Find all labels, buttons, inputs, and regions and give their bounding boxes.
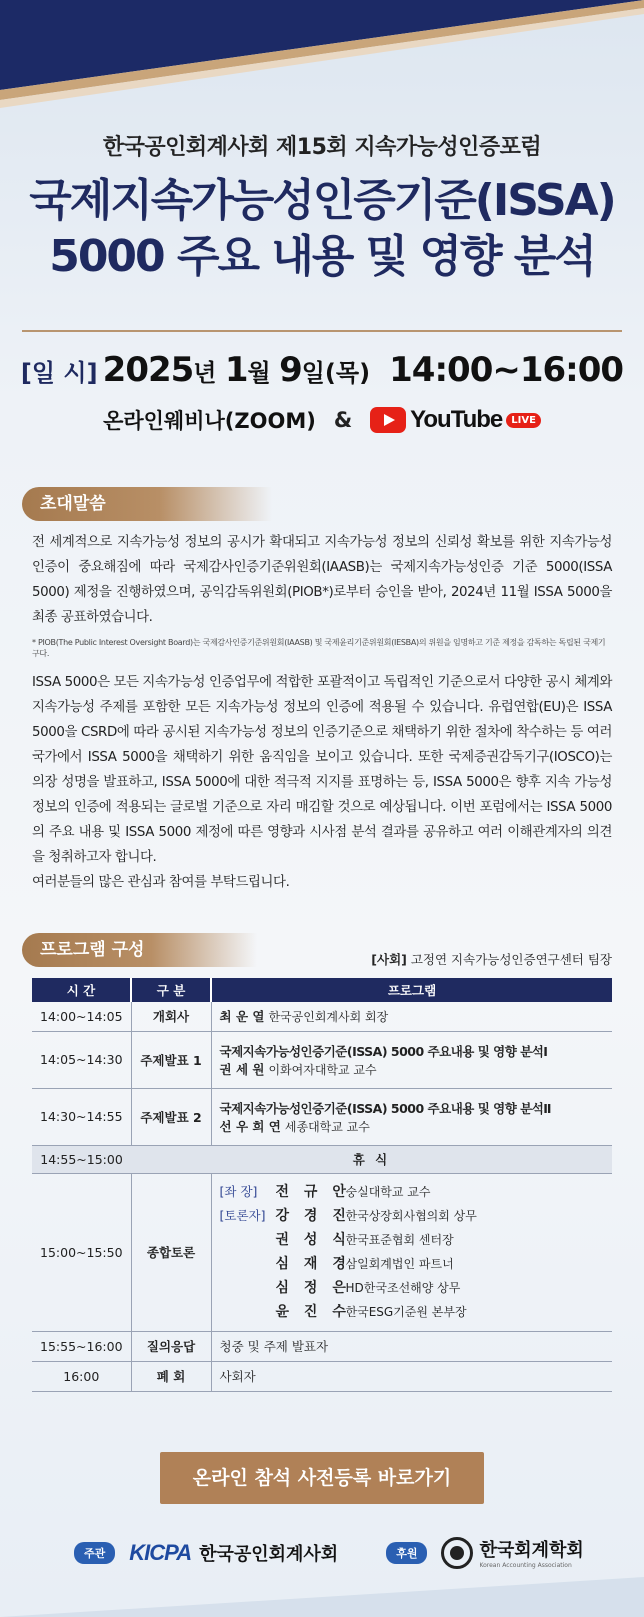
day-unit: 일 — [301, 359, 325, 387]
schedule-month: 1 — [224, 350, 248, 390]
speaker-affiliation: 한국공인회계사회 회장 — [268, 1010, 389, 1025]
panel-row — [220, 1300, 604, 1324]
speaker-name: 선 우 희 연 — [219, 1118, 281, 1134]
row-program: 청중 및 주제 발표자 — [211, 1331, 612, 1361]
panel-affiliation: HD한국조선해양 상무 — [345, 1281, 461, 1295]
forum-subtitle: 한국공인회계사회 제15회 지속가능성인증포럼 — [102, 135, 542, 160]
panel-row — [220, 1252, 604, 1276]
invite-section-label: 초대말씀 — [22, 487, 272, 521]
speaker-affiliation: 세종대학교 교수 — [284, 1119, 370, 1134]
panel-name: 권 성 식 — [275, 1232, 351, 1248]
schedule-day: 9 — [279, 350, 302, 390]
row-time: 15:55~16:00 — [32, 1331, 131, 1361]
venue-ampersand: & — [333, 408, 353, 432]
header — [0, 130, 644, 285]
row-category: 질의응답 — [131, 1331, 211, 1361]
row-time: 16:00 — [32, 1361, 131, 1391]
table-row — [32, 1331, 612, 1361]
panel-affiliation: 숭실대학교 교수 — [345, 1185, 431, 1199]
table-row — [32, 1361, 612, 1391]
panel-list — [211, 1173, 612, 1331]
header-category: 구 분 — [131, 978, 211, 1002]
schedule-year: 2025 — [102, 350, 194, 390]
panel-name: 윤 진 수 — [275, 1304, 351, 1320]
speaker-name: 최 운 열 — [219, 1009, 265, 1025]
panel-name: 전 규 안 — [275, 1184, 351, 1200]
panel-name: 강 경 진 — [275, 1208, 351, 1224]
panel-row — [220, 1276, 604, 1300]
row-time: 14:05~14:30 — [32, 1031, 131, 1088]
row-time: 14:00~14:05 — [32, 1002, 131, 1031]
table-header-row — [32, 978, 612, 1002]
panel-name: 심 재 경 — [275, 1256, 351, 1272]
footer — [0, 1536, 644, 1569]
row-time: 14:30~14:55 — [32, 1088, 131, 1145]
row-time: 14:55~15:00 — [32, 1145, 131, 1173]
sponsor-subtitle: Korean Accounting Association — [479, 1562, 572, 1569]
schedule — [0, 350, 644, 390]
panel-row — [220, 1204, 604, 1228]
row-program: 사회자 — [211, 1361, 612, 1391]
table-row — [32, 1088, 612, 1145]
speaker-affiliation: 이화여자대학교 교수 — [268, 1062, 377, 1077]
table-row — [32, 1173, 612, 1331]
youtube-live-logo — [370, 406, 541, 434]
table-row-break — [32, 1145, 612, 1173]
schedule-time: 14:00~16:00 — [389, 350, 624, 390]
panel-role: [좌 장] — [219, 1184, 258, 1199]
sponsor-tag: 후원 — [386, 1542, 427, 1564]
title-line-1: 국제지속가능성인증기준(ISSA) — [29, 175, 615, 226]
sponsor-logo — [479, 1536, 583, 1569]
divider — [22, 330, 622, 332]
host-line — [371, 950, 612, 968]
invite-paragraph-2 — [32, 670, 612, 895]
top-decorative-band — [0, 0, 644, 110]
speaker-name: 권 세 원 — [219, 1061, 265, 1077]
row-category: 개회사 — [131, 1002, 211, 1031]
row-category: 종합토론 — [131, 1173, 211, 1331]
header-program: 프로그램 — [211, 978, 612, 1002]
invite-paragraph-1: 전 세계적으로 지속가능성 정보의 공시가 확대되고 지속가능성 정보의 신뢰성 확보를 위한 지속가능성 인증이 중요해짐에 따라 국제감사인증기준위원회(IAASB)는 국제지속가능성인증 기준 5000(ISSA 5000) 제정을 진행하였으며, 공익감독위원회(PIOB*)로부터 승인을 받아, 2024년 11월 ISSA 5000을 최종 공표하였습니다. — [32, 535, 612, 625]
panel-row — [220, 1228, 604, 1252]
year-unit: 년 — [193, 359, 225, 387]
schedule-tag: [일 시] — [20, 359, 98, 387]
panel-affiliation: 한국ESG기준원 본부장 — [345, 1305, 467, 1319]
organizer-name: 한국공인회계사회 — [199, 1543, 339, 1565]
youtube-play-icon — [370, 407, 406, 433]
sponsor-name: 한국회계학회 — [479, 1540, 584, 1561]
row-category: 폐 회 — [131, 1361, 211, 1391]
header-time: 시 간 — [32, 978, 131, 1002]
piob-footnote: * PIOB(The Public Interest Oversight Board)는 국제감사인증기준위원회(IAASB) 및 국제윤리기준위원회(IESBA)의 위원을 임명하고 기준 제정을 감독하는 독립된 국제기구다. — [32, 638, 606, 658]
program-section-label: 프로그램 구성 — [22, 933, 257, 967]
venue — [0, 405, 644, 435]
invite-closing: 여러분들의 많은 관심과 참여를 부탁드립니다. — [32, 875, 290, 890]
panel-role: [토론자] — [219, 1208, 266, 1223]
host-text: 고정연 지속가능성인증연구센터 팀장 — [410, 952, 612, 967]
row-category: 주제발표 1 — [131, 1031, 211, 1088]
weekday: (목) — [324, 359, 371, 387]
month-unit: 월 — [247, 359, 280, 387]
panel-affiliation: 삼일회계법인 파트너 — [345, 1257, 454, 1271]
row-time: 15:00~15:50 — [32, 1173, 131, 1331]
row-program — [211, 1002, 612, 1031]
youtube-wordmark: YouTube — [410, 406, 503, 433]
panel-name: 심 정 은 — [275, 1280, 351, 1296]
live-badge: LIVE — [506, 413, 541, 428]
venue-text: 온라인웨비나(ZOOM) — [103, 409, 316, 433]
break-label: 휴 식 — [131, 1145, 612, 1173]
preregister-button[interactable]: 온라인 참석 사전등록 바로가기 — [160, 1452, 484, 1504]
row-category: 주제발표 2 — [131, 1088, 211, 1145]
program-table — [32, 978, 612, 1392]
panel-affiliation: 한국표준협회 센터장 — [345, 1233, 454, 1247]
row-program — [211, 1088, 612, 1145]
invite-paragraph-2-text: ISSA 5000은 모든 지속가능성 인증업무에 적합한 포괄적이고 독립적인 기준으로서 다양한 공시 체계와 지속가능성 주제를 포함한 모든 지속가능성 정보의 인증에 적용될 수 있습니다. 유럽연합(EU)은 ISSA 5000을 CSRD에 따라 공시된 지속가능성 정보의 인증기준으로 채택하기 위한 절차에 착수하는 등 여러 국가에서 ISSA 5000을 채택하기 위한 움직임을 보이고 있습니다. 또한 국제증권감독기구(IOSCO)는 의장 성명을 발표하고, ISSA 5000에 대한 적극적 지지를 표명하는 등, ISSA 5000은 향후 지속 가능성 정보의 인증에 적용되는 글로벌 기준으로 자리 매김할 것으로 예상됩니다. 이번 포럼에서는 ISSA 5000의 주요 내용 및 ISSA 5000 제정에 따른 영향과 시사점 분석 결과를 공유하고 여러 이해관계자의 의견을 청취하고자 합니다. — [32, 675, 612, 865]
kicpa-logo: KICPA — [129, 1539, 192, 1565]
title-line-2: 5000 주요 내용 및 영향 분석 — [49, 231, 595, 282]
kaa-seal-icon — [441, 1537, 473, 1569]
table-row — [32, 1002, 612, 1031]
talk-title: 국제지속가능성인증기준(ISSA) 5000 주요내용 및 영향 분석Ⅰ — [219, 1043, 548, 1059]
table-row — [32, 1031, 612, 1088]
host-tag: [사회] — [371, 952, 407, 967]
panel-row — [220, 1180, 604, 1204]
talk-title: 국제지속가능성인증기준(ISSA) 5000 주요내용 및 영향 분석Ⅱ — [219, 1100, 552, 1116]
panel-affiliation: 한국상장회사협의회 상무 — [345, 1209, 477, 1223]
row-program — [211, 1031, 612, 1088]
organizer-tag: 주관 — [74, 1542, 115, 1564]
